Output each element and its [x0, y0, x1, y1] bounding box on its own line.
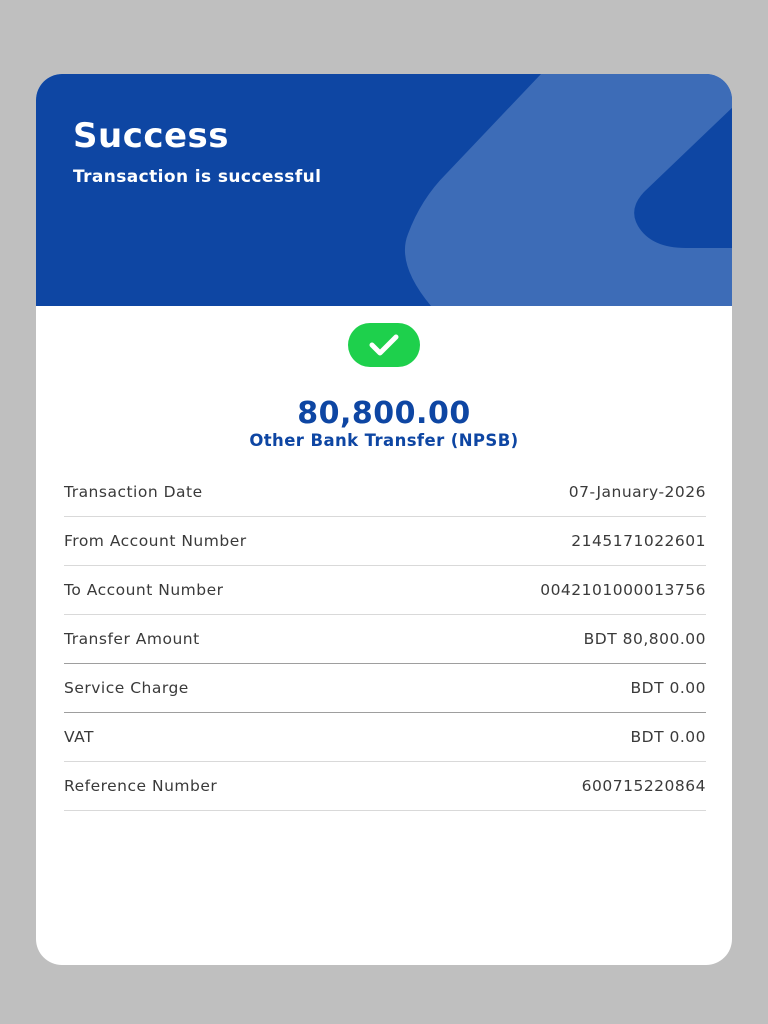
check-circle-icon — [348, 323, 420, 367]
detail-label: From Account Number — [64, 532, 247, 550]
detail-value: BDT 80,800.00 — [583, 630, 706, 648]
detail-row-to-account — [64, 566, 706, 615]
transfer-amount-display: 80,800.00 — [297, 396, 471, 431]
detail-row-vat — [64, 713, 706, 762]
page-title: Success — [73, 116, 230, 156]
transfer-type: Other Bank Transfer (NPSB) — [249, 431, 519, 450]
detail-label: Service Charge — [64, 679, 189, 697]
detail-label: Reference Number — [64, 777, 218, 795]
success-header — [36, 74, 732, 306]
header-decoration — [36, 74, 732, 306]
detail-row-transaction-date — [64, 468, 706, 517]
page-subtitle: Transaction is successful — [73, 167, 322, 187]
detail-value: BDT 0.00 — [630, 728, 706, 746]
detail-row-service-charge — [64, 664, 706, 713]
detail-value: 0042101000013756 — [540, 581, 706, 599]
detail-label: Transfer Amount — [64, 630, 200, 648]
detail-value: 07-January-2026 — [568, 483, 706, 501]
detail-row-reference-number — [64, 762, 706, 811]
detail-value: 600715220864 — [581, 777, 706, 795]
details-list — [64, 468, 706, 811]
receipt-card — [36, 74, 732, 965]
detail-value: 2145171022601 — [571, 532, 706, 550]
detail-label: VAT — [64, 728, 94, 746]
detail-label: Transaction Date — [64, 483, 203, 501]
detail-row-transfer-amount — [64, 615, 706, 664]
detail-row-from-account — [64, 517, 706, 566]
detail-value: BDT 0.00 — [630, 679, 706, 697]
detail-label: To Account Number — [64, 581, 224, 599]
